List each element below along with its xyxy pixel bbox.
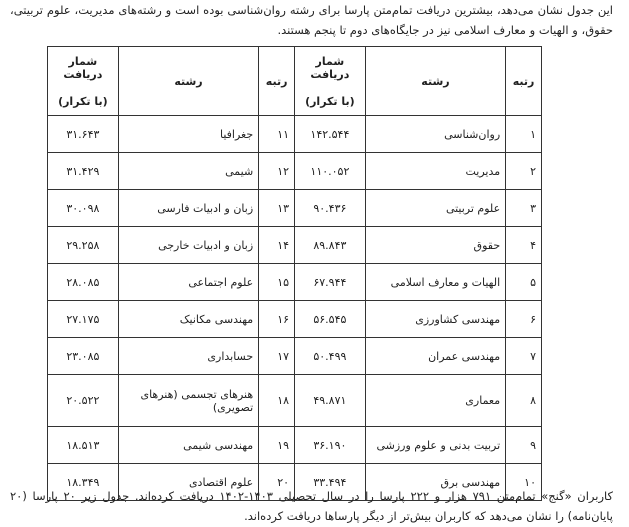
count-cell: ۳۰.۰۹۸ xyxy=(48,190,119,227)
field-cell: مهندسی مکانیک xyxy=(118,301,258,338)
count-cell: ۳۱.۶۴۳ xyxy=(48,116,119,153)
header-field-1: رشته xyxy=(365,47,505,116)
header-field-2: رشته xyxy=(118,47,258,116)
rank-cell: ۷ xyxy=(506,338,542,375)
header-count-line2: (با تکرار) xyxy=(305,94,355,108)
field-cell: شیمی xyxy=(118,153,258,190)
count-cell: ۲۰.۵۲۲ xyxy=(48,375,119,427)
rank-cell: ۶ xyxy=(506,301,542,338)
count-cell: ۱۸.۵۱۳ xyxy=(48,427,119,464)
rank-cell: ۱۲ xyxy=(259,153,295,190)
header-count-1 xyxy=(295,47,366,116)
rank-cell: ۱۰ xyxy=(506,464,542,501)
count-cell: ۲۹.۲۵۸ xyxy=(48,227,119,264)
rank-cell: ۸ xyxy=(506,375,542,427)
rank-cell: ۱ xyxy=(506,116,542,153)
count-cell: ۳۶.۱۹۰ xyxy=(295,427,366,464)
rank-cell: ۴ xyxy=(506,227,542,264)
field-cell: حسابداری xyxy=(118,338,258,375)
field-cell: علوم تربیتی xyxy=(365,190,505,227)
rank-cell: ۱۳ xyxy=(259,190,295,227)
header-count-2 xyxy=(48,47,119,116)
field-cell: تربیت بدنی و علوم ورزشی xyxy=(365,427,505,464)
header-count-line2: (با تکرار) xyxy=(58,94,108,108)
field-cell: علوم اقتصادی xyxy=(118,464,258,501)
outro-paragraph: کاربران «گنج» تمام‌متن ۷۹۱ هزار و ۲۲۲ پارسا را در سال تحصیلی ۱۴۰۳-۱۴۰۲ دریافت کرده‌اند. جدول زیر ۲۰ پارسا (۲۰ پایان‌نامه) را نشان می‌دهد که کاربران بیش‌تر از دیگر پارساها دریافت کرده‌اند. xyxy=(10,489,614,523)
rank-cell: ۱۶ xyxy=(259,301,295,338)
intro-paragraph: این جدول نشان می‌دهد، بیشترین دریافت تمام‌متن پارسا برای رشته روان‌شناسی بوده است و رشته‌های مدیریت، علوم تربیتی، حقوق، و الهیات و معارف اسلامی نیز در جایگاه‌های دوم تا پنجم هستند. xyxy=(10,3,613,37)
field-cell: جغرافیا xyxy=(118,116,258,153)
field-cell: حقوق xyxy=(365,227,505,264)
table-row xyxy=(48,375,542,427)
header-rank-1: رتبه xyxy=(506,47,542,116)
field-cell: معماری xyxy=(365,375,505,427)
rank-cell: ۲ xyxy=(506,153,542,190)
table-row xyxy=(48,427,542,464)
rank-cell: ۱۸ xyxy=(259,375,295,427)
table-row xyxy=(48,301,542,338)
field-cell: مهندسی شیمی xyxy=(118,427,258,464)
field-cell: مهندسی کشاورزی xyxy=(365,301,505,338)
header-count-line1: شمار دریافت xyxy=(63,54,103,81)
table-body xyxy=(48,116,542,501)
field-cell: مدیریت xyxy=(365,153,505,190)
field-cell: الهیات و معارف اسلامی xyxy=(365,264,505,301)
count-cell: ۱۱۰.۰۵۲ xyxy=(295,153,366,190)
count-cell: ۶۷.۹۴۴ xyxy=(295,264,366,301)
count-cell: ۲۸.۰۸۵ xyxy=(48,264,119,301)
table-row xyxy=(48,338,542,375)
header-count-line1: شمار دریافت xyxy=(310,54,350,81)
rank-cell: ۱۵ xyxy=(259,264,295,301)
header-rank-2: رتبه xyxy=(259,47,295,116)
field-cell: روان‌شناسی xyxy=(365,116,505,153)
field-cell: هنرهای تجسمی (هنرهای تصویری) xyxy=(118,375,258,427)
rank-cell: ۵ xyxy=(506,264,542,301)
count-cell: ۵۰.۴۹۹ xyxy=(295,338,366,375)
table-row xyxy=(48,190,542,227)
count-cell: ۳۳.۴۹۴ xyxy=(295,464,366,501)
header-row xyxy=(48,47,542,116)
download-ranking-table xyxy=(47,46,542,501)
rank-cell: ۳ xyxy=(506,190,542,227)
table-row xyxy=(48,227,542,264)
field-cell: زبان و ادبیات خارجی xyxy=(118,227,258,264)
field-cell: زبان و ادبیات فارسی xyxy=(118,190,258,227)
table-header xyxy=(48,47,542,116)
field-cell: علوم اجتماعی xyxy=(118,264,258,301)
count-cell: ۲۷.۱۷۵ xyxy=(48,301,119,338)
count-cell: ۴۹.۸۷۱ xyxy=(295,375,366,427)
field-cell: مهندسی برق xyxy=(365,464,505,501)
count-cell: ۸۹.۸۴۳ xyxy=(295,227,366,264)
table-row xyxy=(48,153,542,190)
rank-cell: ۱۹ xyxy=(259,427,295,464)
count-cell: ۳۱.۴۲۹ xyxy=(48,153,119,190)
count-cell: ۱۴۲.۵۴۴ xyxy=(295,116,366,153)
count-cell: ۹۰.۴۳۶ xyxy=(295,190,366,227)
table-row xyxy=(48,116,542,153)
count-cell: ۲۳.۰۸۵ xyxy=(48,338,119,375)
count-cell: ۵۶.۵۴۵ xyxy=(295,301,366,338)
field-cell: مهندسی عمران xyxy=(365,338,505,375)
rank-cell: ۱۷ xyxy=(259,338,295,375)
rank-cell: ۹ xyxy=(506,427,542,464)
count-cell: ۱۸.۳۴۹ xyxy=(48,464,119,501)
table-row xyxy=(48,264,542,301)
rank-cell: ۲۰ xyxy=(259,464,295,501)
rank-cell: ۱۴ xyxy=(259,227,295,264)
rank-cell: ۱۱ xyxy=(259,116,295,153)
